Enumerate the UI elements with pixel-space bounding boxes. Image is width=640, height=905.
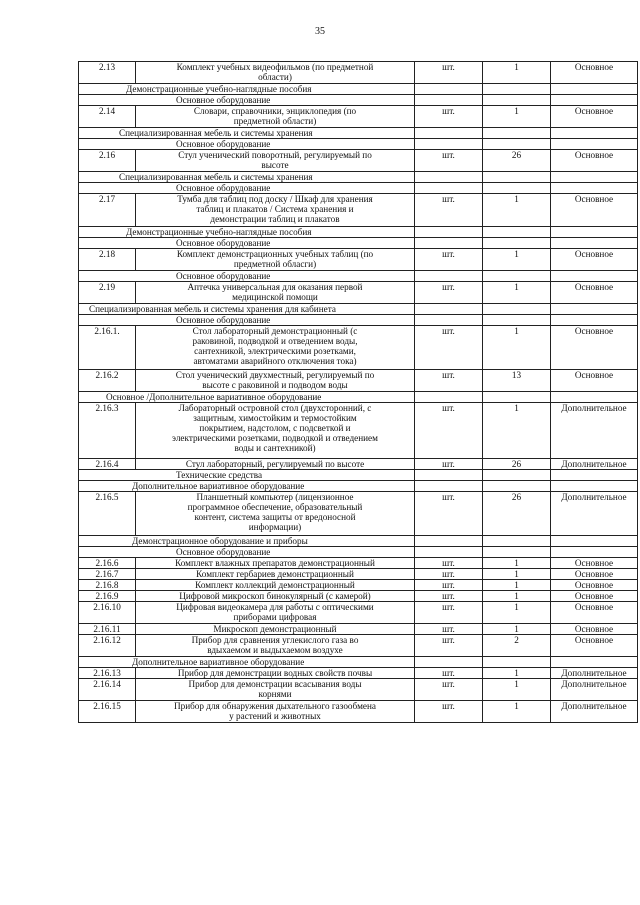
section-header-row (79, 84, 638, 95)
item-unit: шт. (415, 326, 483, 370)
item-name: Стол ученический двухместный, регулируемый по высоте с раковиной и подводом воды (136, 370, 415, 392)
empty-cell (415, 183, 483, 194)
item-type: Основное (551, 602, 638, 624)
item-unit: шт. (415, 569, 483, 580)
table-row (79, 403, 638, 459)
item-number: 2.16.7 (79, 569, 136, 580)
item-name: Микроскоп демонстрационный (136, 624, 415, 635)
subsection-header-row (79, 238, 638, 249)
item-name: Комплект демонстрационных учебных таблиц (по предметной обласги) (136, 249, 415, 271)
item-name: Прибор для демонстрации всасывания воды корнями (136, 679, 415, 701)
item-quantity: 26 (483, 150, 551, 172)
section-header: Дополнительное вариативное оборудование (79, 657, 415, 668)
section-header-row (79, 128, 638, 139)
item-type: Дополнительное (551, 679, 638, 701)
table-row (79, 635, 638, 657)
table-row (79, 569, 638, 580)
table-row (79, 668, 638, 679)
subsection-header-row (79, 183, 638, 194)
item-type: Основное (551, 580, 638, 591)
item-quantity: 1 (483, 282, 551, 304)
empty-cell (551, 227, 638, 238)
section-header-row (79, 657, 638, 668)
item-number: 2.19 (79, 282, 136, 304)
empty-cell (483, 238, 551, 249)
item-type: Основное (551, 558, 638, 569)
item-type: Основное (551, 635, 638, 657)
section-header: Специализированная мебель и системы хранения (79, 128, 415, 139)
item-quantity: 1 (483, 106, 551, 128)
empty-cell (551, 657, 638, 668)
empty-cell (415, 392, 483, 403)
subsection-header-row (79, 547, 638, 558)
equipment-table (78, 61, 638, 723)
table-row (79, 194, 638, 227)
item-name: Стул ученический поворотный, регулируемый по высоте (136, 150, 415, 172)
item-number: 2.16.13 (79, 668, 136, 679)
table-row (79, 249, 638, 271)
empty-cell (551, 139, 638, 150)
empty-cell (483, 172, 551, 183)
item-number: 2.16.10 (79, 602, 136, 624)
item-name: Словари, справочники, энциклопедия (по предметной области) (136, 106, 415, 128)
item-quantity: 1 (483, 194, 551, 227)
item-type: Основное (551, 150, 638, 172)
section-header: Основное /Дополнительное вариативное оборудование (79, 392, 415, 403)
item-quantity: 26 (483, 492, 551, 536)
table-row (79, 106, 638, 128)
empty-cell (483, 304, 551, 315)
item-number: 2.18 (79, 249, 136, 271)
subsection-header: Основное оборудование (79, 315, 415, 326)
empty-cell (415, 304, 483, 315)
item-name: Стол лабораторный демонстрационный (с раковиной, подводкой и отведением воды, сантехникой, электрическими розетками, автоматами аварийного отключения тока) (136, 326, 415, 370)
empty-cell (551, 271, 638, 282)
item-quantity: 1 (483, 558, 551, 569)
item-unit: шт. (415, 282, 483, 304)
item-quantity: 1 (483, 326, 551, 370)
item-name: Лабораторный островной стол (двухсторонний, с защитным, химостойким и термостойким покрытием, надстолом, с подсветкой и электрическими розетками, подводкой и отведением воды и сантехникой) (136, 403, 415, 459)
item-number: 2.16.1. (79, 326, 136, 370)
subsection-header-row (79, 95, 638, 106)
item-unit: шт. (415, 624, 483, 635)
item-unit: шт. (415, 558, 483, 569)
empty-cell (415, 481, 483, 492)
item-type: Дополнительное (551, 668, 638, 679)
table-row (79, 679, 638, 701)
item-quantity: 1 (483, 569, 551, 580)
empty-cell (551, 536, 638, 547)
item-type: Основное (551, 370, 638, 392)
item-name: Комплект влажных препаратов демонстрационный (136, 558, 415, 569)
table-row (79, 602, 638, 624)
item-number: 2.17 (79, 194, 136, 227)
table-row (79, 580, 638, 591)
section-header: Специализированная мебель и системы хранения для кабинета (79, 304, 415, 315)
empty-cell (415, 139, 483, 150)
item-number: 2.16.9 (79, 591, 136, 602)
empty-cell (415, 536, 483, 547)
subsection-header-row (79, 139, 638, 150)
item-name: Стул лабораторный, регулируемый по высоте (136, 459, 415, 470)
item-type: Дополнительное (551, 701, 638, 723)
item-quantity: 1 (483, 624, 551, 635)
subsection-header: Основное оборудование (79, 139, 415, 150)
item-unit: шт. (415, 249, 483, 271)
empty-cell (551, 470, 638, 481)
item-unit: шт. (415, 492, 483, 536)
item-type: Основное (551, 249, 638, 271)
subsection-header: Основное оборудование (79, 95, 415, 106)
table-row (79, 370, 638, 392)
item-name: Прибор для обнаружения дыхательного газообмена у растений и животных (136, 701, 415, 723)
table-row (79, 701, 638, 723)
item-number: 2.16.6 (79, 558, 136, 569)
item-unit: шт. (415, 602, 483, 624)
item-name: Цифровой микроскоп бинокулярный (с камерой) (136, 591, 415, 602)
empty-cell (415, 271, 483, 282)
item-quantity: 1 (483, 403, 551, 459)
item-number: 2.16.8 (79, 580, 136, 591)
section-header: Демонстрационное оборудование и приборы (79, 536, 415, 547)
section-header-row (79, 227, 638, 238)
empty-cell (483, 315, 551, 326)
subsection-header: Технические средства (79, 470, 415, 481)
item-type: Основное (551, 194, 638, 227)
section-header-row (79, 536, 638, 547)
item-number: 2.16.11 (79, 624, 136, 635)
item-name: Цифровая видеокамера для работы с оптическими приборами цифровая (136, 602, 415, 624)
item-quantity: 1 (483, 580, 551, 591)
item-number: 2.16.12 (79, 635, 136, 657)
page-number: 35 (315, 26, 325, 37)
item-type: Основное (551, 624, 638, 635)
empty-cell (551, 315, 638, 326)
empty-cell (551, 481, 638, 492)
empty-cell (483, 128, 551, 139)
subsection-header-row (79, 271, 638, 282)
item-name: Комплект учебных видеофильмов (по предметной области) (136, 62, 415, 84)
empty-cell (483, 470, 551, 481)
section-header: Демонстрационные учебно-наглядные пособия (79, 227, 415, 238)
item-unit: шт. (415, 701, 483, 723)
item-type: Основное (551, 106, 638, 128)
item-number: 2.16.15 (79, 701, 136, 723)
item-type: Дополнительное (551, 459, 638, 470)
item-number: 2.13 (79, 62, 136, 84)
section-header-row (79, 392, 638, 403)
item-unit: шт. (415, 635, 483, 657)
subsection-header-row (79, 315, 638, 326)
empty-cell (551, 238, 638, 249)
item-quantity: 1 (483, 249, 551, 271)
item-type: Основное (551, 62, 638, 84)
empty-cell (551, 172, 638, 183)
item-unit: шт. (415, 194, 483, 227)
empty-cell (551, 304, 638, 315)
table-row (79, 326, 638, 370)
item-name: Прибор для демонстрации водных свойств почвы (136, 668, 415, 679)
empty-cell (483, 657, 551, 668)
empty-cell (415, 172, 483, 183)
table-row (79, 282, 638, 304)
empty-cell (551, 84, 638, 95)
section-header-row (79, 304, 638, 315)
empty-cell (483, 95, 551, 106)
section-header-row (79, 481, 638, 492)
section-header-row (79, 172, 638, 183)
empty-cell (415, 128, 483, 139)
item-number: 2.16.5 (79, 492, 136, 536)
empty-cell (483, 392, 551, 403)
item-unit: шт. (415, 580, 483, 591)
item-name: Аптечка универсальная для оказания первой медицинской помощи (136, 282, 415, 304)
empty-cell (551, 95, 638, 106)
item-type: Основное (551, 591, 638, 602)
item-quantity: 2 (483, 635, 551, 657)
table-row (79, 591, 638, 602)
item-quantity: 1 (483, 591, 551, 602)
item-unit: шт. (415, 679, 483, 701)
item-unit: шт. (415, 106, 483, 128)
empty-cell (415, 315, 483, 326)
item-name: Комплект гербариев демонстрационный (136, 569, 415, 580)
item-quantity: 1 (483, 679, 551, 701)
empty-cell (483, 481, 551, 492)
empty-cell (415, 470, 483, 481)
item-quantity: 1 (483, 668, 551, 679)
item-number: 2.16.2 (79, 370, 136, 392)
item-unit: шт. (415, 591, 483, 602)
item-unit: шт. (415, 150, 483, 172)
item-name: Прибор для сравнения углекислого газа во вдыхаемом и выдыхаемом воздухе (136, 635, 415, 657)
empty-cell (415, 95, 483, 106)
table-row (79, 558, 638, 569)
table-row (79, 62, 638, 84)
item-quantity: 1 (483, 701, 551, 723)
equipment-table-body (79, 62, 638, 723)
table-row (79, 492, 638, 536)
subsection-header: Основное оборудование (79, 183, 415, 194)
empty-cell (415, 227, 483, 238)
table-row (79, 624, 638, 635)
empty-cell (483, 227, 551, 238)
item-quantity: 13 (483, 370, 551, 392)
item-number: 2.16 (79, 150, 136, 172)
empty-cell (483, 547, 551, 558)
section-header: Демонстрационные учебно-наглядные пособия (79, 84, 415, 95)
subsection-header: Основное оборудование (79, 271, 415, 282)
item-unit: шт. (415, 370, 483, 392)
empty-cell (415, 547, 483, 558)
item-quantity: 1 (483, 62, 551, 84)
item-name: Планшетный компьютер (лицензионное программное обеспечение, образовательный контент, система защиты от вредоносной информации) (136, 492, 415, 536)
empty-cell (551, 128, 638, 139)
section-header: Дополнительное вариативное оборудование (79, 481, 415, 492)
item-number: 2.16.3 (79, 403, 136, 459)
item-number: 2.16.4 (79, 459, 136, 470)
item-unit: шт. (415, 62, 483, 84)
item-type: Основное (551, 326, 638, 370)
empty-cell (415, 84, 483, 95)
empty-cell (483, 271, 551, 282)
empty-cell (551, 392, 638, 403)
item-type: Дополнительное (551, 403, 638, 459)
item-unit: шт. (415, 668, 483, 679)
item-type: Основное (551, 282, 638, 304)
empty-cell (483, 84, 551, 95)
item-number: 2.16.14 (79, 679, 136, 701)
empty-cell (551, 547, 638, 558)
empty-cell (483, 139, 551, 150)
empty-cell (415, 238, 483, 249)
subsection-header-row (79, 470, 638, 481)
empty-cell (551, 183, 638, 194)
item-unit: шт. (415, 403, 483, 459)
item-number: 2.14 (79, 106, 136, 128)
empty-cell (415, 657, 483, 668)
item-type: Дополнительное (551, 492, 638, 536)
table-row (79, 459, 638, 470)
subsection-header: Основное оборудование (79, 238, 415, 249)
item-type: Основное (551, 569, 638, 580)
item-name: Комплект коллекций демонстрационный (136, 580, 415, 591)
item-quantity: 1 (483, 602, 551, 624)
section-header: Специализированная мебель и системы хранения (79, 172, 415, 183)
subsection-header: Основное оборудование (79, 547, 415, 558)
table-row (79, 150, 638, 172)
empty-cell (483, 536, 551, 547)
empty-cell (483, 183, 551, 194)
item-name: Тумба для таблиц под доску / Шкаф для хранения таблиц и плакатов / Система хранения и демонстрации таблиц и плакатов (136, 194, 415, 227)
item-quantity: 26 (483, 459, 551, 470)
item-unit: шт. (415, 459, 483, 470)
